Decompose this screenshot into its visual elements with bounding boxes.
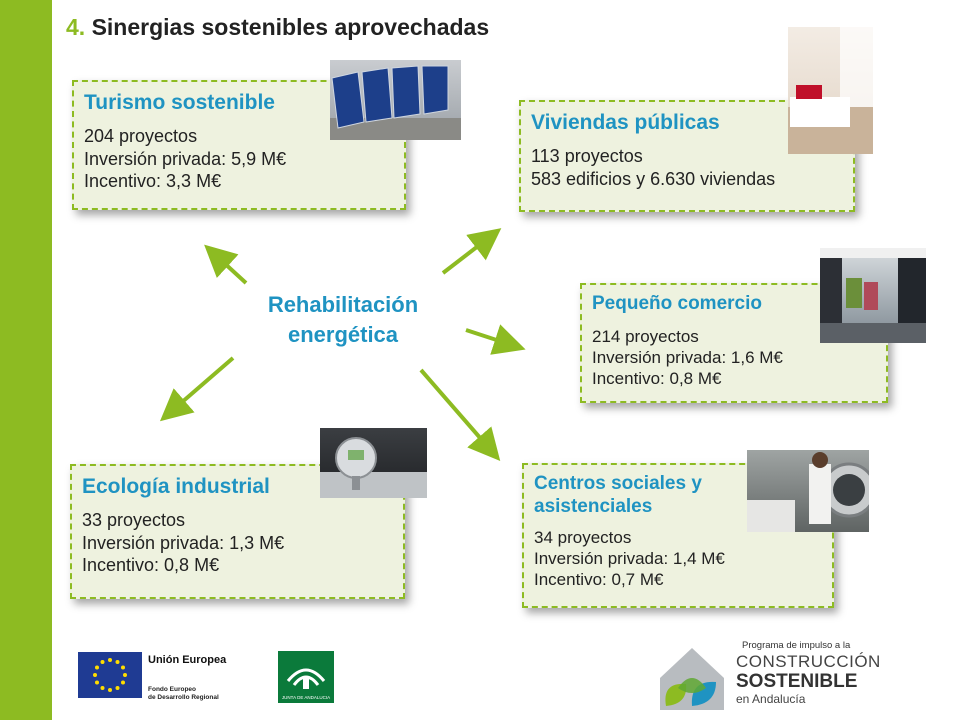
card-centros-heading-line2: asistenciales: [534, 495, 653, 517]
card-viviendas-line: 113 proyectos: [531, 146, 643, 167]
title-number: 4.: [66, 14, 86, 40]
eu-title: Unión Europea: [148, 654, 227, 666]
arrow-to-ecologia: [166, 358, 233, 416]
card-comercio-line: Inversión privada: 1,6 M€: [592, 348, 783, 368]
eu-flag-icon: [78, 652, 142, 698]
arrow-to-turismo: [210, 250, 246, 283]
card-turismo-heading: Turismo sostenible: [84, 91, 275, 114]
card-centros-line: Incentivo: 0,7 M€: [534, 570, 664, 590]
card-viviendas-line: 583 edificios y 6.630 viviendas: [531, 168, 776, 189]
laundry-photo: [747, 450, 869, 532]
card-comercio-line: 214 proyectos: [592, 326, 699, 346]
center-label-line2: energética: [287, 321, 399, 347]
bedroom-photo: [788, 27, 873, 154]
construccion-sostenible-logo: [652, 638, 902, 714]
card-ecologia-line: Inversión privada: 1,3 M€: [82, 532, 285, 553]
shop-interior-photo: [820, 248, 926, 343]
center-label-line1: Rehabilitación: [267, 292, 419, 317]
arrow-to-viviendas: [443, 233, 495, 273]
meter-device-photo: [320, 428, 427, 498]
card-ecologia-heading: Ecología industrial: [82, 475, 270, 498]
card-comercio-line: Incentivo: 0,8 M€: [592, 369, 722, 389]
card-turismo-line: Incentivo: 3,3 M€: [84, 171, 222, 192]
card-centros-line: Inversión privada: 1,4 M€: [534, 548, 725, 568]
cs-line4: en Andalucía: [736, 692, 806, 706]
title-text: Sinergias sostenibles aprovechadas: [91, 14, 490, 40]
solar-panels-photo: [330, 60, 461, 140]
card-comercio-heading: Pequeño comercio: [592, 293, 762, 314]
eu-sub-line2: de Desarrollo Regional: [148, 693, 219, 701]
card-turismo-line: Inversión privada: 5,9 M€: [84, 148, 287, 169]
card-centros-heading-line1: Centros sociales y: [534, 473, 702, 494]
card-turismo-line: 204 proyectos: [84, 126, 198, 147]
house-leaves-icon: [652, 638, 732, 714]
cs-line3: SOSTENIBLE: [736, 671, 858, 692]
cs-line2: CONSTRUCCIÓN: [736, 652, 881, 671]
arrow-to-centros: [421, 370, 495, 455]
card-viviendas-heading: Viviendas públicas: [531, 111, 720, 134]
cs-line1: Programa de impulso a la: [742, 640, 851, 651]
center-label: [228, 290, 458, 349]
junta-andalucia-logo: [278, 651, 334, 703]
eu-sub-line1: Fondo Europeo: [148, 686, 197, 693]
card-ecologia-line: Incentivo: 0,8 M€: [82, 555, 220, 576]
junta-text: JUNTA DE ANDALUCIA: [281, 695, 331, 700]
arrow-to-comercio: [466, 330, 518, 347]
card-ecologia-line: 33 proyectos: [82, 510, 186, 531]
card-centros-line: 34 proyectos: [534, 527, 632, 547]
